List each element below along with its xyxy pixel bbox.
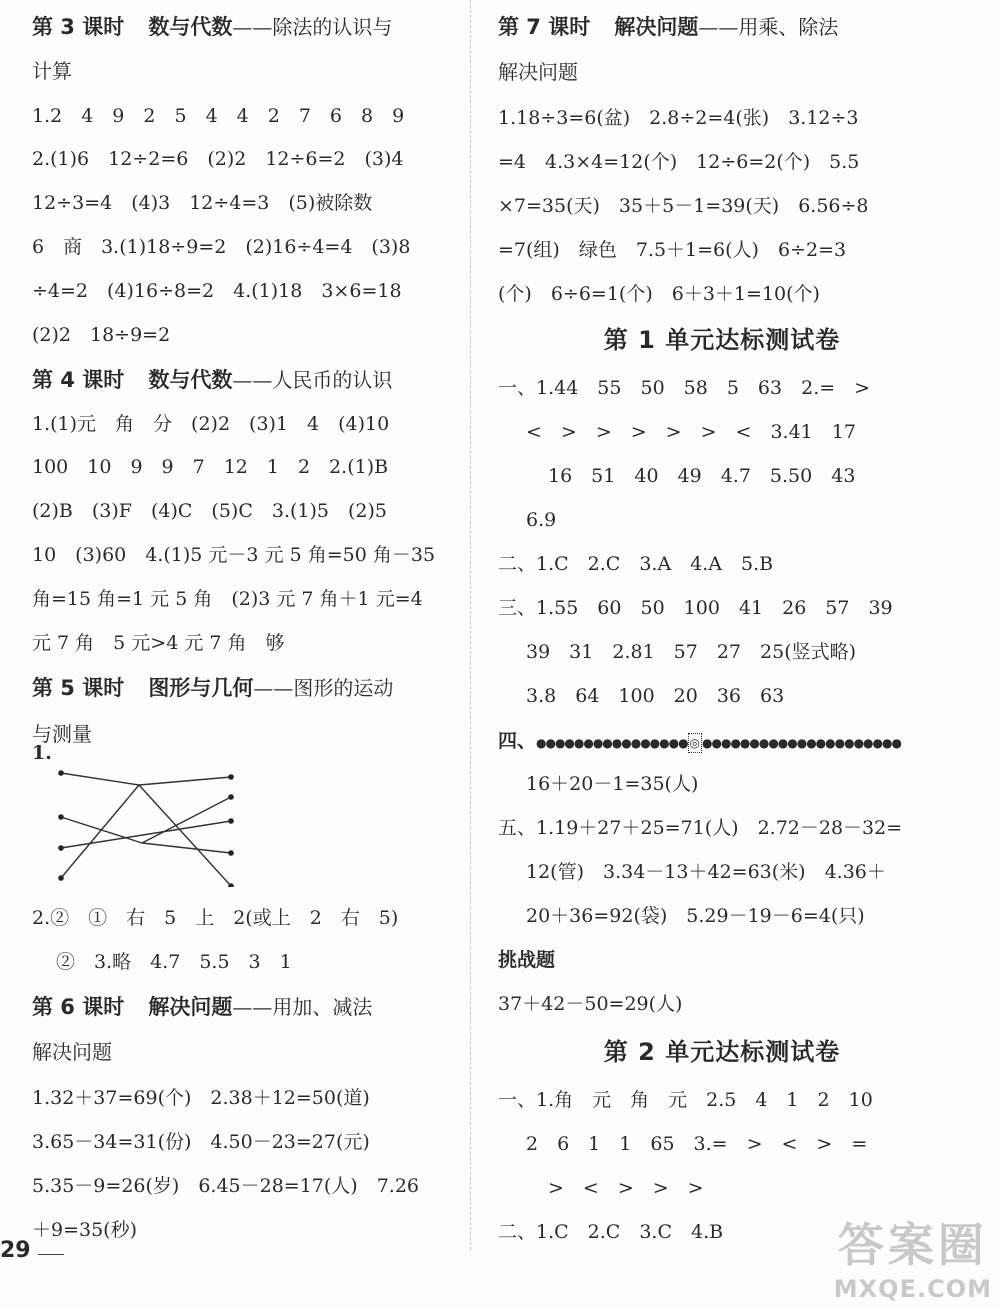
answer-line: 3.8 64 100 20 36 63	[526, 685, 785, 707]
match-dot	[228, 794, 234, 800]
answer-line: ② 3.略 4.7 5.5 3 1	[56, 951, 292, 973]
match-dot	[58, 770, 64, 776]
answer-line: ×7=35(天) 35＋5－1=39(天) 6.56÷8	[498, 195, 869, 217]
answer-line: 元 7 角 5 元>4 元 7 角 够	[32, 632, 285, 654]
unit-2-test-title: 第 2 单元达标测试卷	[603, 1038, 841, 1066]
match-dot	[228, 818, 234, 824]
match-line	[61, 785, 139, 878]
lesson-7-heading: 第 7 课时 解决问题——用乘、除法	[498, 15, 839, 39]
answer-line: 2.(1)6 12÷2=6 (2)2 12÷6=2 (3)4	[32, 148, 404, 170]
page-number: 29	[0, 1238, 31, 1263]
match-dot	[58, 814, 64, 820]
watermark-logo: 答案圈 MXQE.COM	[833, 1218, 992, 1303]
match-line	[61, 773, 139, 785]
column-divider	[470, 0, 471, 1250]
answer-line: 一、1.44 55 50 58 5 63 2.= >	[498, 377, 871, 399]
page-number-rule	[38, 1254, 64, 1255]
answer-line: (个) 6÷6=1(个) 6＋3＋1=10(个)	[498, 283, 820, 305]
match-dot	[228, 774, 234, 780]
answer-line: 20＋36=92(袋) 5.29－19－6=4(只)	[526, 905, 865, 927]
bead-row: 四、●●●●●●●●●●●●●●●● ◎ ●●●●●●●●●●●●●●●●●●●●●	[498, 730, 901, 752]
answer-line: 三、1.55 60 50 100 41 26 57 39	[498, 597, 893, 619]
answer-line: =7(组) 绿色 7.5＋1=6(人) 6÷2=3	[498, 239, 847, 261]
lesson-3-heading-cont: 计算	[32, 59, 72, 83]
answer-line: 1.2 4 9 2 5 4 4 2 7 6 8 9	[32, 105, 405, 127]
answer-line: ÷4=2 (4)16÷8=2 4.(1)18 3×6=18	[32, 280, 402, 302]
answer-line: > < > > >	[548, 1177, 704, 1199]
answer-line: 1.18÷3=6(盆) 2.8÷2=4(张) 3.12÷3	[498, 107, 859, 129]
challenge-label: 挑战题	[498, 949, 556, 971]
answer-line: ＋9=35(秒)	[32, 1219, 138, 1241]
answer-line: 角=15 角=1 元 5 角 (2)3 元 7 角＋1 元=4	[32, 588, 423, 610]
answer-line: 12÷3=4 (4)3 12÷4=3 (5)被除数	[32, 192, 373, 214]
answer-line: 二、1.C 2.C 3.C 4.B	[498, 1221, 724, 1243]
match-dot	[58, 875, 64, 881]
answer-line: 2 6 1 1 65 3.= > < > =	[526, 1133, 868, 1155]
answer-line: 16 51 40 49 4.7 5.50 43	[548, 465, 856, 487]
lesson-7-heading-cont: 解决问题	[498, 60, 578, 84]
answer-line: 12(管) 3.34－13＋42=63(米) 4.36＋	[526, 861, 886, 883]
match-line	[139, 785, 231, 886]
q1-label: 1.	[32, 742, 52, 764]
answer-line: 37＋42－50=29(人)	[498, 993, 683, 1015]
answer-line: 5.35－9=26(岁) 6.45－28=17(人) 7.26	[32, 1175, 420, 1197]
match-line	[142, 843, 231, 853]
answer-line: (2)B (3)F (4)C (5)C 3.(1)5 (2)5	[32, 500, 388, 522]
marked-bead: ◎	[688, 733, 702, 753]
answer-line: 1.32＋37=69(个) 2.38＋12=50(道)	[32, 1087, 370, 1109]
lesson-6-heading: 第 6 课时 解决问题——用加、减法	[32, 995, 373, 1019]
unit-1-test-title: 第 1 单元达标测试卷	[603, 326, 841, 354]
answer-line: 二、1.C 2.C 3.A 4.A 5.B	[498, 553, 774, 575]
lesson-5-heading: 第 5 课时 图形与几何——图形的运动	[32, 676, 394, 700]
answer-line: 100 10 9 9 7 12 1 2 2.(1)B	[32, 456, 389, 478]
answer-line: 2.② ① 右 5 上 2(或上 2 右 5)	[32, 907, 399, 929]
lesson-3-heading: 第 3 课时 数与代数——除法的认识与	[32, 15, 393, 39]
answer-line: 6 商 3.(1)18÷9=2 (2)16÷4=4 (3)8	[32, 236, 411, 258]
matching-diagram	[52, 765, 262, 887]
answer-line: 1.(1)元 角 分 (2)2 (3)1 4 (4)10	[32, 413, 390, 435]
answer-line: 3.65－34=31(份) 4.50－23=27(元)	[32, 1131, 370, 1153]
match-dot	[58, 845, 64, 851]
lesson-4-heading: 第 4 课时 数与代数——人民币的认识	[32, 368, 393, 392]
lesson-6-heading-cont: 解决问题	[32, 1040, 112, 1064]
answer-line: 39 31 2.81 57 27 25(竖式略)	[526, 641, 857, 663]
answer-line: 10 (3)60 4.(1)5 元－3 元 5 角=50 角－35	[32, 544, 436, 566]
answer-line: 一、1.角 元 角 元 2.5 4 1 2 10	[498, 1089, 873, 1111]
answer-line: 6.9	[526, 509, 557, 531]
match-dot	[228, 850, 234, 856]
answer-line: < > > > > > < 3.41 17	[526, 421, 856, 443]
lesson-5-heading-cont: 与测量	[32, 722, 92, 746]
match-line	[139, 777, 231, 785]
answer-line: 16＋20－1=35(人)	[526, 773, 699, 795]
answer-line: (2)2 18÷9=2	[32, 324, 171, 346]
answer-line: =4 4.3×4=12(个) 12÷6=2(个) 5.5	[498, 151, 860, 173]
answer-line: 五、1.19＋27＋25=71(人) 2.72－28－32=	[498, 817, 903, 839]
